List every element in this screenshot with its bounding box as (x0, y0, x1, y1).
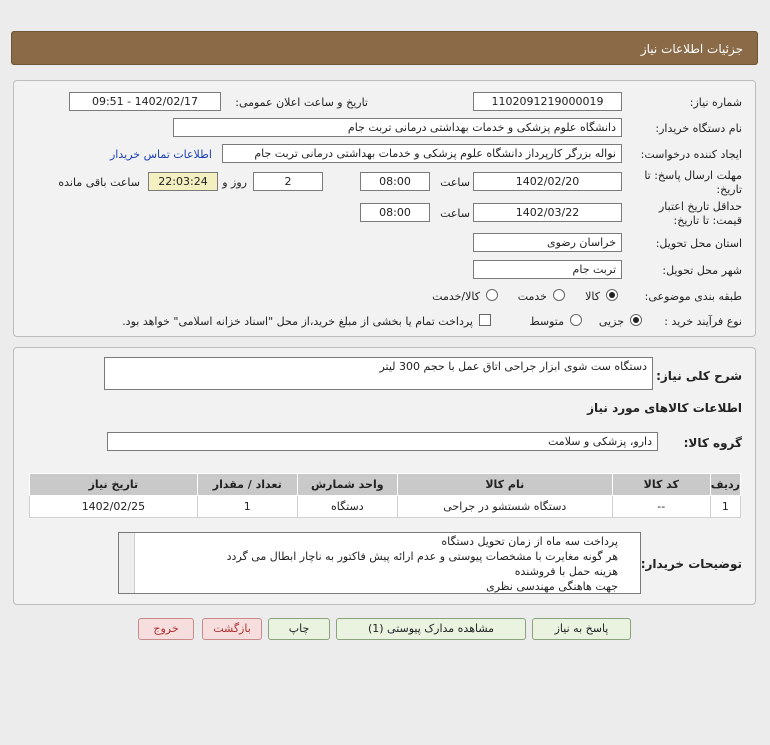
goods-info-title: اطلاعات کالاهای مورد نیاز (587, 401, 742, 415)
remaining-label: ساعت باقی مانده (58, 176, 140, 189)
category-option-service: خدمت (517, 290, 547, 303)
buyer-org-label: نام دستگاه خریدار: (655, 122, 742, 135)
col-qty: تعداد / مقدار (197, 474, 297, 496)
contact-buyer-link[interactable]: اطلاعات تماس خریدار (110, 148, 212, 161)
process-label: نوع فرآیند خرید : (664, 315, 742, 328)
col-name: نام کالا (397, 474, 612, 496)
goods-group-field: دارو، پزشکی و سلامت (107, 432, 658, 451)
category-label: طبقه بندی موضوعی: (644, 290, 742, 303)
page-title-bar (11, 31, 758, 65)
reply-time-label: ساعت (440, 176, 470, 189)
days-label: روز و (222, 176, 247, 189)
category-option-goods: کالا (585, 290, 600, 303)
note-line: پرداخت سه ماه از زمان تحویل دستگاه (441, 535, 618, 548)
goods-table (29, 473, 741, 518)
col-date: تاریخ نیاز (30, 474, 198, 496)
province-label: استان محل تحویل: (655, 237, 742, 250)
announce-label: تاریخ و ساعت اعلان عمومی: (235, 96, 368, 109)
attachments-button[interactable]: مشاهده مدارک پیوستی (1) (336, 618, 526, 640)
category-radio-goods[interactable] (606, 289, 618, 301)
table-header-row (30, 474, 741, 496)
reply-button[interactable]: پاسخ به نیاز (532, 618, 631, 640)
table-row (30, 496, 741, 518)
reply-deadline-label: مهلت ارسال پاسخ: تا (644, 169, 742, 182)
reply-date-field: 1402/02/20 (473, 172, 622, 191)
category-option-both: کالا/خدمت (432, 290, 480, 303)
remaining-time-field: 22:03:24 (148, 172, 218, 191)
col-row: ردیف (710, 474, 740, 496)
col-unit: واحد شمارش (297, 474, 397, 496)
note-line: جهت هاهنگی مهندسی نظری (486, 580, 618, 593)
validity-time-label: ساعت (440, 207, 470, 220)
payment-note: پرداخت تمام یا بخشی از مبلغ خرید،از محل "اسناد خزانه اسلامی" خواهد بود. (122, 315, 473, 328)
requester-field: نواله بزرگر کارپرداز دانشگاه علوم پزشکی و خدمات بهداشتی درمانی تربت جام (222, 144, 622, 163)
note-line: هزینه حمل با فروشنده (514, 565, 618, 578)
process-option-medium: متوسط (529, 315, 564, 328)
process-radio-medium[interactable] (570, 314, 582, 326)
requester-label: ایجاد کننده درخواست: (640, 148, 742, 161)
cell-row: 1 (710, 496, 740, 518)
print-button[interactable]: چاپ (268, 618, 330, 640)
reply-deadline-label-2: تاریخ: (716, 183, 742, 196)
validity-label: حداقل تاریخ اعتبار (658, 200, 742, 213)
announce-field: 1402/02/17 - 09:51 (69, 92, 221, 111)
cell-date: 1402/02/25 (30, 496, 198, 518)
cell-qty: 1 (197, 496, 297, 518)
buyer-notes-box[interactable] (118, 532, 641, 594)
process-radio-minor[interactable] (630, 314, 642, 326)
cell-unit: دستگاه (297, 496, 397, 518)
days-field: 2 (253, 172, 323, 191)
category-radio-both[interactable] (486, 289, 498, 301)
validity-label-2: قیمت: تا تاریخ: (673, 214, 742, 227)
need-number-label: شماره نیاز: (689, 96, 742, 109)
exit-button[interactable]: خروج (138, 618, 194, 640)
validity-time-field: 08:00 (360, 203, 430, 222)
summary-field: دستگاه ست شوی ابزار جراحی اتاق عمل با حجم 300 لیتر (104, 357, 653, 390)
need-number-field: 1102091219000019 (473, 92, 622, 111)
cell-name: دستگاه شستشو در جراحی (397, 496, 612, 518)
city-field: تربت جام (473, 260, 622, 279)
province-field: خراسان رضوی (473, 233, 622, 252)
category-radio-service[interactable] (553, 289, 565, 301)
buyer-notes-label: توضیحات خریدار: (640, 557, 742, 571)
city-label: شهر محل تحویل: (662, 264, 742, 277)
notes-scrollbar[interactable] (119, 533, 135, 593)
validity-date-field: 1402/03/22 (473, 203, 622, 222)
summary-label: شرح کلی نیاز: (656, 369, 742, 383)
process-option-minor: جزیی (598, 315, 624, 328)
note-line: هر گونه مغایرت با مشخصات پیوستی و عدم ارائه پیش فاکتور به ناچار ابطال می گردد (226, 550, 618, 563)
goods-group-label: گروه کالا: (683, 436, 742, 450)
buyer-org-field: دانشگاه علوم پزشکی و خدمات بهداشتی درمانی تربت جام (173, 118, 622, 137)
reply-time-field: 08:00 (360, 172, 430, 191)
back-button[interactable]: بازگشت (202, 618, 262, 640)
cell-code: -- (612, 496, 710, 518)
col-code: کد کالا (612, 474, 710, 496)
payment-checkbox[interactable] (479, 314, 491, 326)
page-title: جزئیات اطلاعات نیاز (640, 42, 743, 56)
